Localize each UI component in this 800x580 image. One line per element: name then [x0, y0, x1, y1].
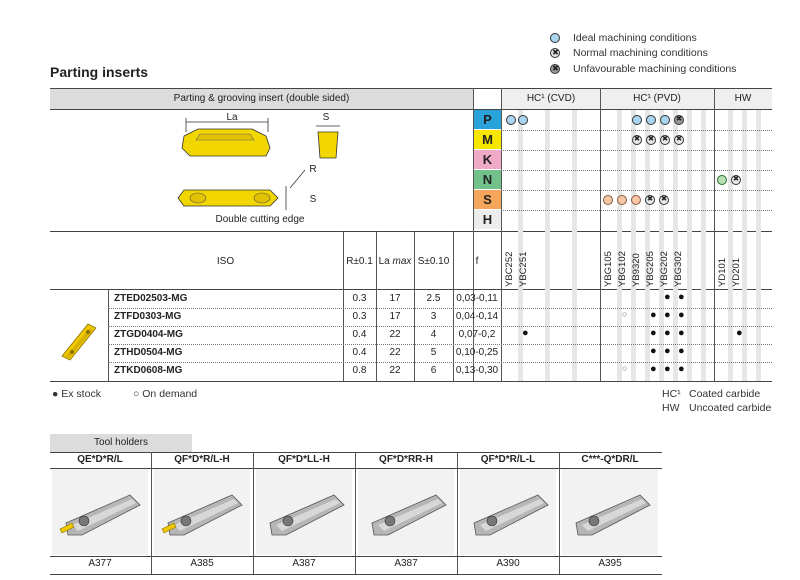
tool-holder-name: QF*D*R/L-L	[480, 454, 536, 465]
grade-label-ybg202: YBG202	[659, 251, 670, 287]
tool-holder-card[interactable]	[459, 452, 557, 574]
material-n: N	[474, 170, 501, 190]
product-r-value: 0.3	[352, 311, 367, 322]
grade-label-ybg302: YBG302	[673, 251, 684, 287]
insert-drawing	[170, 110, 370, 230]
ex-stock-marker: ●	[522, 327, 529, 339]
product-f-value: 0,10-0,25	[455, 347, 499, 358]
grade-label-ybg105: YBG105	[603, 251, 614, 287]
product-la-value: 22	[389, 347, 401, 358]
tool-holder-page-ref[interactable]: A387	[394, 558, 418, 569]
ex-stock-marker: ●	[664, 363, 671, 375]
tool-holder-page-ref[interactable]: A390	[496, 558, 520, 569]
ex-stock-marker: ●	[650, 345, 657, 357]
p-ybg202-ideal-icon	[646, 115, 656, 125]
material-k: K	[474, 150, 501, 170]
ex-stock-marker: ●	[664, 327, 671, 339]
ex-stock-marker: ●	[678, 327, 685, 339]
product-s-value: 3	[430, 311, 437, 322]
ex-stock-marker: ●	[678, 363, 685, 375]
tool-holder-image	[460, 469, 556, 555]
material-p: P	[474, 110, 501, 130]
drawing-caption: Double cutting edge	[215, 214, 305, 225]
la-dimension-label: La	[226, 112, 238, 123]
product-s-value: 6	[430, 365, 437, 376]
m-normal-icon-2	[646, 135, 656, 145]
hw-abbr: HW	[662, 402, 680, 414]
grade-label-ybc251: YBC251	[518, 251, 529, 287]
insert-photo	[56, 316, 102, 362]
s-column-header: S±0.10	[417, 256, 450, 267]
tool-holder-image	[358, 469, 454, 555]
normal-condition-icon	[550, 48, 560, 58]
ex-stock-marker: ●	[650, 309, 657, 321]
product-f-value: 0,04-0,14	[455, 311, 499, 322]
r-column-header: R±0.1	[346, 256, 373, 267]
product-la-value: 22	[389, 329, 401, 340]
tool-holder-name: C***-Q*DR/L	[581, 454, 639, 465]
grade-label-ybg102: YBG102	[617, 251, 628, 287]
tool-holder-name: QF*D*LL-H	[278, 454, 330, 465]
product-f-value: 0,13-0,30	[455, 365, 499, 376]
legend-unfavourable-label: Unfavourable machining conditions	[573, 63, 737, 75]
product-la-value: 17	[389, 311, 401, 322]
hc-pvd-label: HC¹ (PVD)	[633, 93, 681, 104]
product-iso-code: ZTED02503-MG	[114, 293, 188, 304]
ex-stock-marker: ●	[678, 345, 685, 357]
tool-holder-name: QE*D*R/L	[77, 454, 123, 465]
m-normal-icon-4	[674, 135, 684, 145]
ex-stock-marker: ●	[736, 327, 743, 339]
product-r-value: 0.3	[352, 293, 367, 304]
s-dimension-label-side: S	[309, 194, 317, 205]
s-ybg202-normal-icon	[659, 195, 669, 205]
hc-desc: Coated carbide	[689, 388, 761, 400]
s-ybg205-normal-icon	[645, 195, 655, 205]
p-ybg302-ideal-icon	[660, 115, 670, 125]
material-h: H	[474, 210, 501, 230]
tool-holder-card[interactable]	[255, 452, 353, 574]
ex-stock-marker: ●	[664, 309, 671, 321]
grade-label-yd201: YD201	[731, 257, 742, 287]
s-ybg105-ideal-icon	[603, 195, 613, 205]
on-demand-marker: ○	[622, 309, 628, 319]
r-dimension-label: R	[309, 164, 317, 175]
tool-holder-image	[154, 469, 250, 555]
product-iso-code: ZTGD0404-MG	[114, 329, 183, 340]
tool-holder-image	[562, 469, 658, 555]
legend-normal-label: Normal machining conditions	[573, 47, 708, 59]
insert-type-label: Parting & grooving insert (double sided)	[173, 93, 350, 104]
tool-holder-page-ref[interactable]: A385	[190, 558, 214, 569]
ex-stock-label: Ex stock	[61, 388, 101, 400]
grade-label-ybg205: YBG205	[645, 251, 656, 287]
tool-holder-page-ref[interactable]: A387	[292, 558, 316, 569]
tool-holder-card[interactable]	[153, 452, 251, 574]
grade-label-yb9320: YB9320	[631, 253, 642, 287]
tool-holder-card[interactable]	[561, 452, 659, 574]
product-iso-code: ZTKD0608-MG	[114, 365, 183, 376]
ex-stock-marker: ●	[678, 309, 685, 321]
product-r-value: 0.8	[352, 365, 367, 376]
hc-cvd-label: HC¹ (CVD)	[526, 93, 576, 104]
p-ybg205-ideal-icon	[632, 115, 642, 125]
p-ybc251-ideal-icon	[518, 115, 528, 125]
n-yd201-normal-icon	[731, 175, 741, 185]
ex-stock-symbol: ●	[52, 388, 59, 400]
p-unfavourable-icon	[674, 115, 684, 125]
tool-holders-tab: Tool holders	[50, 434, 192, 452]
product-r-value: 0.4	[352, 329, 367, 340]
ex-stock-marker: ●	[650, 327, 657, 339]
on-demand-symbol: ○	[133, 388, 140, 400]
product-la-value: 22	[389, 365, 401, 376]
ex-stock-note	[52, 388, 101, 400]
ex-stock-marker: ●	[664, 345, 671, 357]
hw-desc: Uncoated carbide	[689, 402, 772, 414]
product-f-value: 0,03-0,11	[456, 293, 498, 304]
tool-holder-page-ref[interactable]: A395	[598, 558, 622, 569]
ex-stock-marker: ●	[650, 363, 657, 375]
unfavourable-condition-icon	[550, 64, 560, 74]
ex-stock-marker: ●	[664, 291, 671, 303]
grade-label-yd101: YD101	[717, 257, 728, 287]
hw-label: HW	[734, 93, 752, 104]
p-ybc252-ideal-icon	[506, 115, 516, 125]
material-m: M	[474, 130, 501, 150]
f-column-header: f	[475, 256, 479, 267]
hc-abbr: HC¹	[662, 388, 681, 400]
product-iso-code: ZTFD0303-MG	[114, 311, 182, 322]
tool-holder-card[interactable]	[51, 452, 149, 574]
tool-holder-name: QF*D*RR-H	[379, 454, 433, 465]
iso-column-header: ISO	[216, 256, 235, 267]
tool-holder-image	[256, 469, 352, 555]
product-iso-code: ZTHD0504-MG	[114, 347, 183, 358]
s-ybg102-ideal-icon	[617, 195, 627, 205]
ideal-condition-icon	[550, 33, 560, 43]
product-s-value: 4	[430, 329, 437, 340]
product-s-value: 5	[430, 347, 437, 358]
tool-holder-page-ref[interactable]: A377	[88, 558, 112, 569]
tool-holder-name: QF*D*R/L-H	[174, 454, 230, 465]
product-r-value: 0.4	[352, 347, 367, 358]
s-yb9320-ideal-icon	[631, 195, 641, 205]
ex-stock-marker: ●	[678, 291, 685, 303]
page-title: Parting inserts	[50, 64, 149, 80]
la-column-suffix: max	[392, 256, 412, 267]
on-demand-label: On demand	[142, 388, 198, 400]
material-s: S	[474, 190, 501, 210]
product-f-value: 0,07-0,2	[458, 329, 496, 340]
product-s-value: 2.5	[426, 293, 441, 304]
legend-ideal-label: Ideal machining conditions	[573, 32, 697, 44]
la-column-prefix: La	[378, 256, 390, 267]
on-demand-note	[133, 388, 197, 400]
tool-holder-card[interactable]	[357, 452, 455, 574]
s-dimension-label-top: S	[322, 112, 330, 123]
product-la-value: 17	[389, 293, 401, 304]
n-yd101-ideal-icon	[717, 175, 727, 185]
on-demand-marker: ○	[622, 363, 628, 373]
la-column-header	[376, 256, 414, 267]
tool-holder-image	[52, 469, 148, 555]
m-normal-icon-1	[632, 135, 642, 145]
grade-label-ybc252: YBC252	[504, 251, 515, 287]
m-normal-icon-3	[660, 135, 670, 145]
